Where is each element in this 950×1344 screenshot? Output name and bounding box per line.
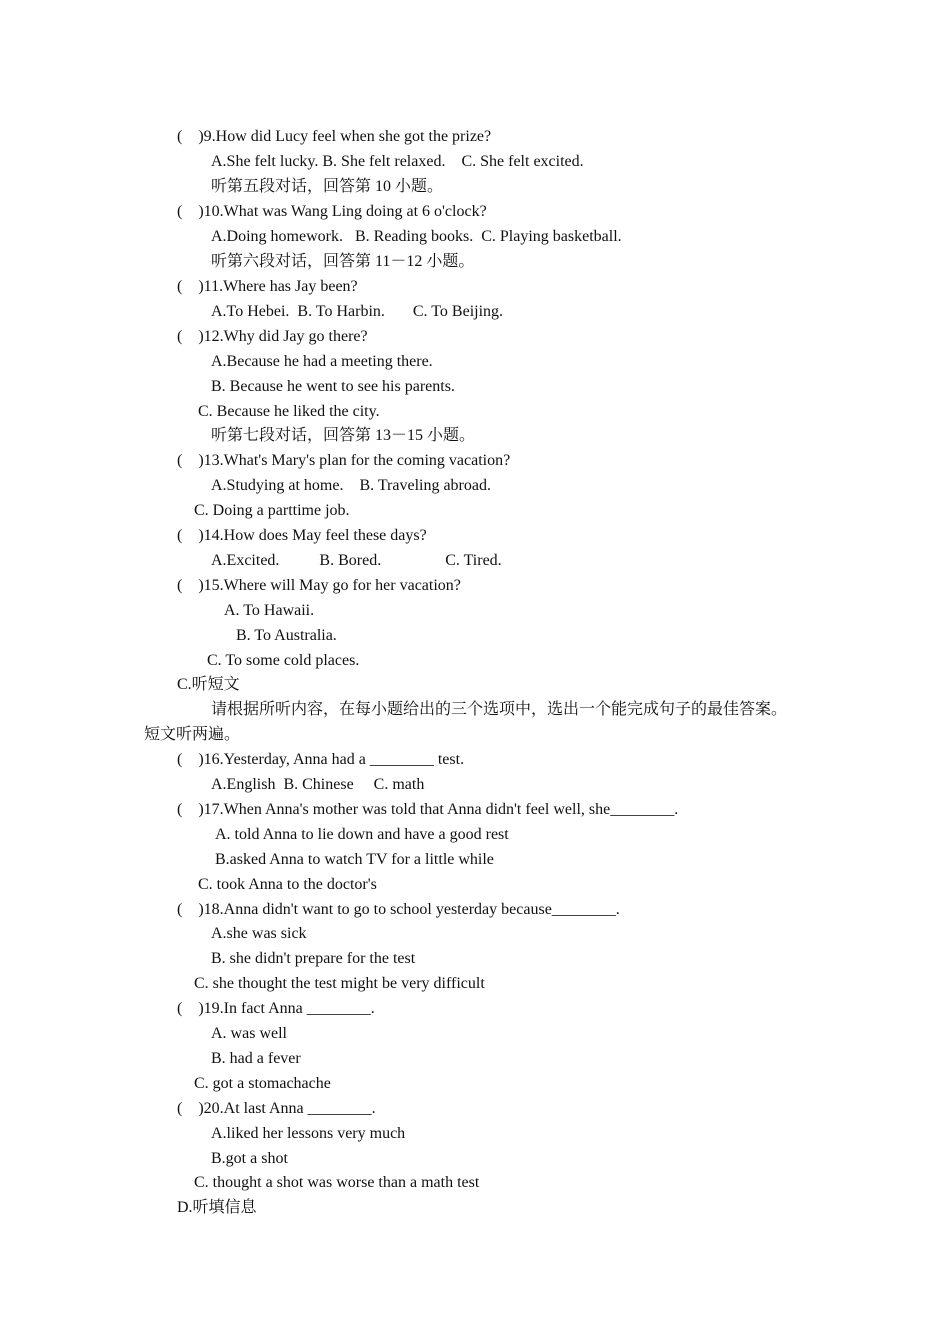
question-18-option-a: A.she was sick [211,925,307,942]
question-12-option-b: B. Because he went to see his parents. [211,378,455,395]
question-19: ( )19.In fact Anna ________. [177,1000,375,1017]
question-15-option-a: A. To Hawaii. [224,602,315,619]
section-instruction: 听第七段对话，回答第 13－15 小题。 [211,427,476,444]
section-instruction: 听第五段对话，回答第 10 小题。 [211,178,444,195]
question-18: ( )18.Anna didn't want to go to school yesterday because________. [177,901,620,918]
question-19-option-b: B. had a fever [211,1050,301,1067]
question-14: ( )14.How does May feel these days? [177,527,427,544]
section-heading: D.听填信息 [177,1199,257,1216]
question-12-option-a: A.Because he had a meeting there. [211,353,433,370]
question-17-option-b: B.asked Anna to watch TV for a little while [215,851,494,868]
question-15-option-b: B. To Australia. [236,627,337,644]
section-instruction: 短文听两遍。 [144,726,241,743]
question-13: ( )13.What's Mary's plan for the coming vacation? [177,452,511,469]
question-20-option-c: C. thought a shot was worse than a math test [194,1174,480,1191]
question-17: ( )17.When Anna's mother was told that Anna didn't feel well, she________. [177,801,679,818]
question-10: ( )10.What was Wang Ling doing at 6 o'clock? [177,203,487,220]
section-instruction: 请根据所听内容，在每小题给出的三个选项中，选出一个能完成句子的最佳答案。 [211,701,788,718]
question-17-option-a: A. told Anna to lie down and have a good rest [215,826,509,843]
question-10-options: A.Doing homework. B. Reading books. C. Playing basketball. [211,228,622,245]
question-9-options: A.She felt lucky. B. She felt relaxed. C. She felt excited. [211,153,584,170]
question-9: ( )9.How did Lucy feel when she got the prize? [177,128,492,145]
question-20: ( )20.At last Anna ________. [177,1100,376,1117]
question-13-option-c: C. Doing a parttime job. [194,502,350,519]
question-11: ( )11.Where has Jay been? [177,278,358,295]
question-13-options: A.Studying at home. B. Traveling abroad. [211,477,491,494]
question-19-option-a: A. was well [211,1025,287,1042]
question-12: ( )12.Why did Jay go there? [177,328,368,345]
question-18-option-c: C. she thought the test might be very difficult [194,975,485,992]
question-20-option-b: B.got a shot [211,1150,288,1167]
question-12-option-c: C. Because he liked the city. [198,403,380,420]
section-heading: C.听短文 [177,676,240,693]
question-16: ( )16.Yesterday, Anna had a ________ test. [177,751,465,768]
section-instruction: 听第六段对话，回答第 11－12 小题。 [211,253,475,270]
question-11-options: A.To Hebei. B. To Harbin. C. To Beijing. [211,303,504,320]
question-17-option-c: C. took Anna to the doctor's [198,876,377,893]
question-18-option-b: B. she didn't prepare for the test [211,950,416,967]
question-19-option-c: C. got a stomachache [194,1075,331,1092]
question-14-options: A.Excited. B. Bored. C. Tired. [211,552,502,569]
question-16-options: A.English B. Chinese C. math [211,776,425,793]
question-15: ( )15.Where will May go for her vacation? [177,577,461,594]
question-20-option-a: A.liked her lessons very much [211,1125,406,1142]
question-15-option-c: C. To some cold places. [207,652,360,669]
